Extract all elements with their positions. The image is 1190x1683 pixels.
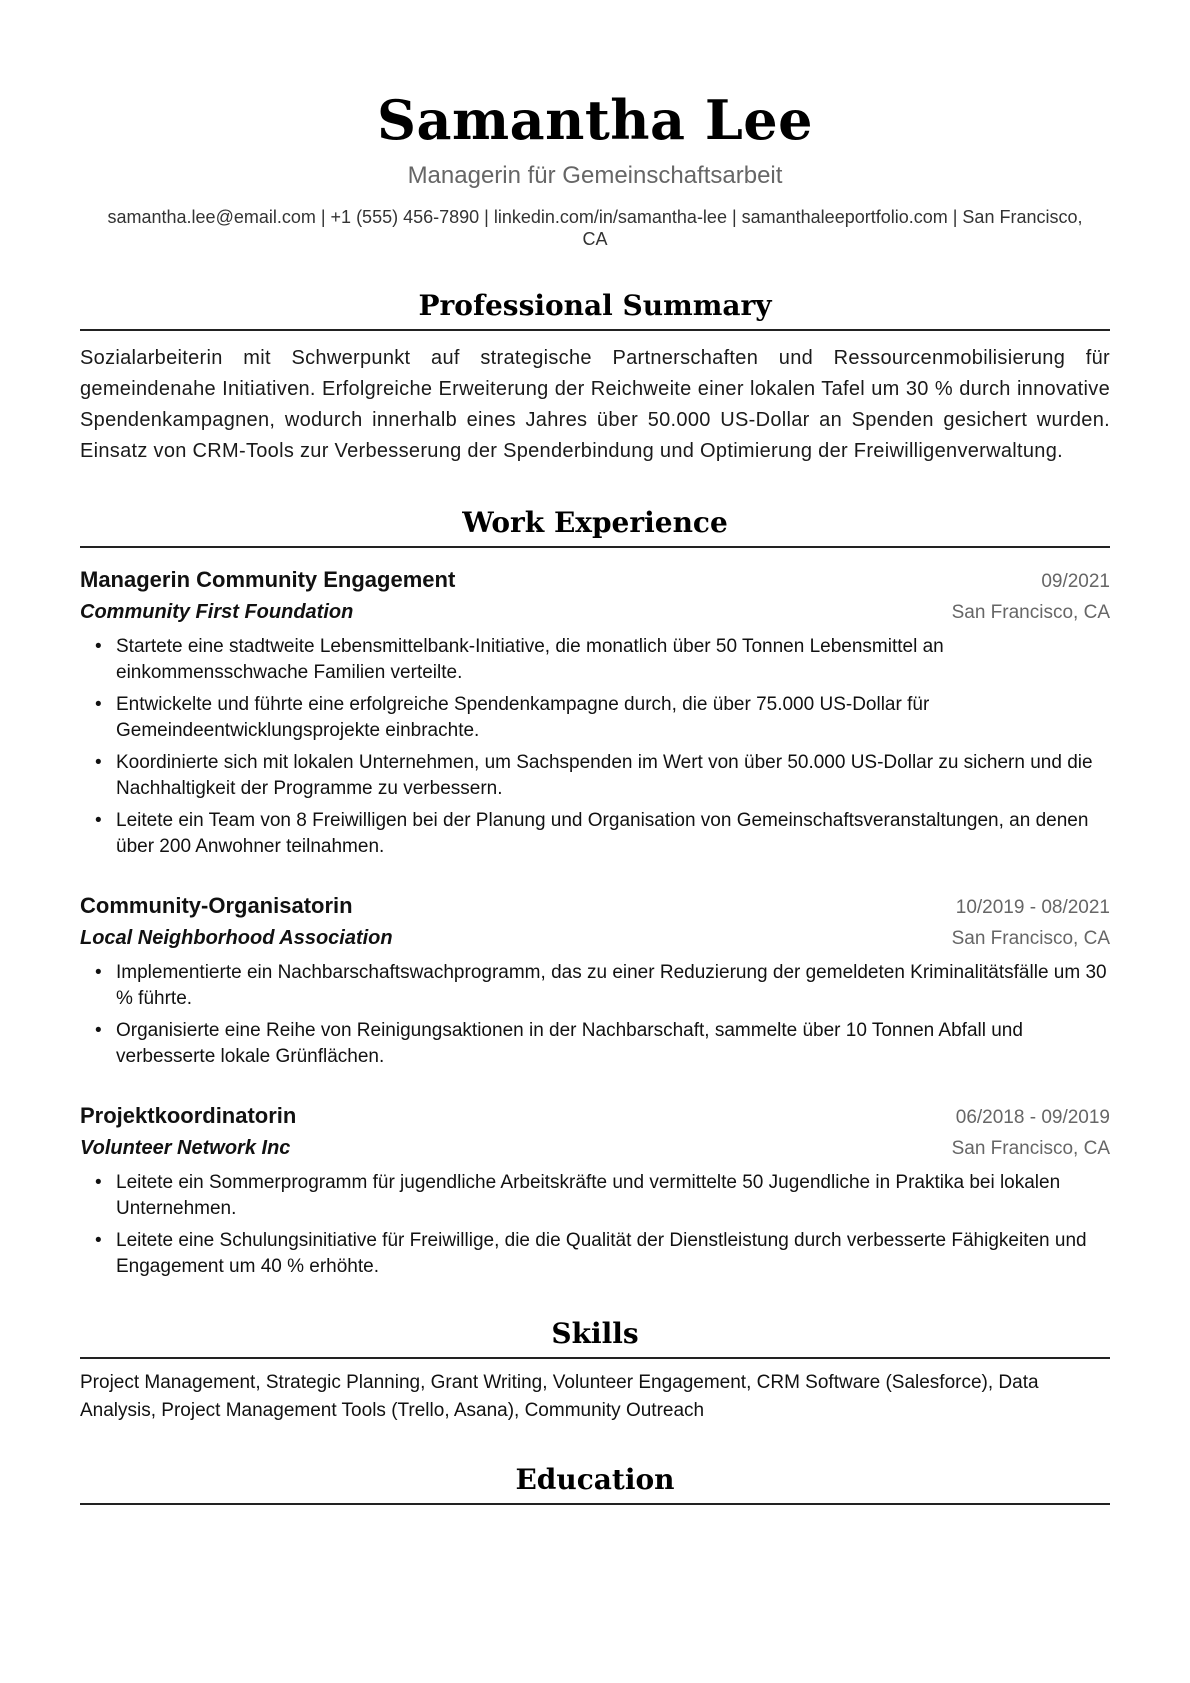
bullet-item [80,634,1110,686]
job-location: San Francisco, CA [951,1138,1110,1159]
job-company: Community First Foundation [80,601,354,623]
job-location: San Francisco, CA [951,602,1110,623]
candidate-name: Samantha Lee [376,88,814,152]
bullet-icon: • [95,962,102,983]
skills-heading: Skills [80,1317,1110,1359]
job-date: 09/2021 [1041,571,1110,592]
bullet-item [80,750,1110,802]
bullet-item [80,1170,1110,1222]
job-title: Community-Organisatorin [80,893,353,918]
resume-page [80,0,1110,1505]
job-company: Local Neighborhood Association [80,927,393,949]
skills-text: Project Management, Strategic Planning, Grant Writing, Volunteer Engagement, CRM Software (Salesforce), Data Analysis, Project Management Tools (Trello, Asana), Community Outreach [80,1372,1039,1421]
bullet-icon: • [95,1230,102,1251]
job-title: Managerin Community Engagement [80,567,456,592]
summary-heading: Professional Summary [80,289,1110,331]
bullet-text: Leitete eine Schulungsinitiative für Freiwillige, die die Qualität der Dienstleistung durch verbesserte Fähigkeiten und Engagement um 40 % erhöhte. [116,1230,1087,1277]
bullet-text: Leitete ein Sommerprogramm für jugendliche Arbeitskräfte und vermittelte 50 Jugendliche in Praktika bei lokalen Unternehmen. [116,1172,1061,1219]
job-date: 06/2018 - 09/2019 [955,1107,1110,1128]
bullet-text: Leitete ein Team von 8 Freiwilligen bei der Planung und Organisation von Gemeinschaftsveranstaltungen, an denen über 200 Anwohner teilnahmen. [116,810,1089,857]
job-company: Volunteer Network Inc [80,1137,291,1159]
bullet-text: Startete eine stadtweite Lebensmittelbank-Initiative, die monatlich über 50 Tonnen Lebensmittel an einkommensschwache Familien verteilte. [116,636,944,683]
job-bullets [80,1170,1110,1280]
job-location: San Francisco, CA [951,928,1110,949]
bullet-icon: • [95,810,102,831]
bullet-item [80,692,1110,744]
bullet-text: Implementierte ein Nachbarschaftswachprogramm, das zu einer Reduzierung der gemeldeten Kriminalitätsfälle um 30 % führte. [116,962,1107,1009]
summary-text: Sozialarbeiterin mit Schwerpunkt auf strategische Partnerschaften und Ressourcenmobilisierung für gemeindenahe Initiativen. Erfolgreiche Erweiterung der Reichweite einer lokalen Tafel um 30 % durch innovative Spendenkampagnen, wodurch innerhalb eines Jahres über 50.000 US-Dollar an Spenden gesichert wurden. Einsatz von CRM-Tools zur Verbesserung der Spenderbindung und Optimierung der Freiwilligenverwaltung. [80,347,1110,462]
job-title: Projektkoordinatorin [80,1103,297,1128]
job-entry [80,1101,1110,1280]
bullet-item [80,808,1110,860]
bullet-icon: • [95,752,102,773]
bullet-icon: • [95,1172,102,1193]
job-entry [80,891,1110,1070]
bullet-icon: • [95,636,102,657]
bullet-icon: • [95,694,102,715]
candidate-title: Managerin für Gemeinschaftsarbeit [407,162,783,189]
bullet-text: Koordinierte sich mit lokalen Unternehmen, um Sachspenden im Wert von über 50.000 US-Dollar zu sichern und die Nachhaltigkeit der Programme zu verbessern. [116,752,1093,799]
contact-line: samantha.lee@email.com | +1 (555) 456-7890 | linkedin.com/in/samantha-lee | samanthaleeportfolio.com | San Francisco, CA [107,207,1083,249]
job-date: 10/2019 - 08/2021 [955,897,1110,918]
bullet-text: Entwickelte und führte eine erfolgreiche Spendenkampagne durch, die über 75.000 US-Dollar für Gemeindeentwicklungsprojekte einbrachte. [116,694,930,741]
bullet-item [80,1018,1110,1070]
job-bullets [80,960,1110,1070]
education-heading: Education [80,1463,1110,1505]
job-entry [80,565,1110,860]
bullet-text: Organisierte eine Reihe von Reinigungsaktionen in der Nachbarschaft, sammelte über 10 Tonnen Abfall und verbesserte lokale Grünflächen. [116,1020,1023,1067]
bullet-icon: • [95,1020,102,1041]
work-experience-heading: Work Experience [80,506,1110,548]
bullet-item [80,1228,1110,1280]
job-bullets [80,634,1110,860]
bullet-item [80,960,1110,1012]
